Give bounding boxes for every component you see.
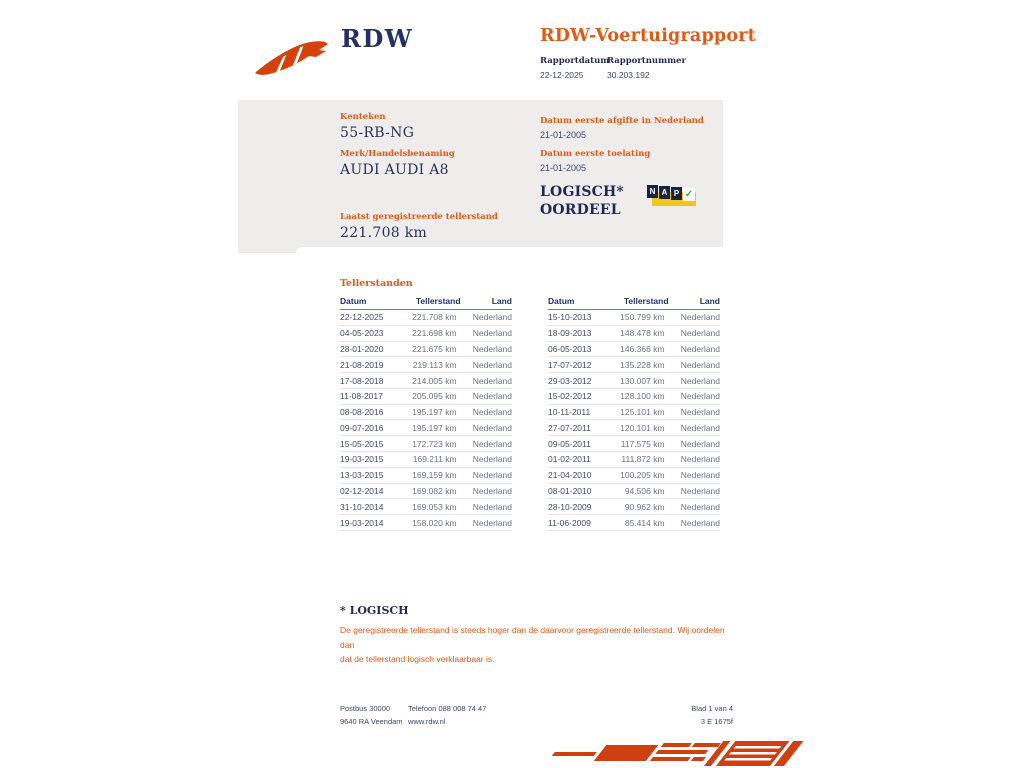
laatste-tellerstand-label: Laatst geregistreerde tellerstand — [340, 212, 498, 222]
tellerstand-cell: 169.159 km — [397, 467, 461, 483]
tellerstand-row — [340, 467, 512, 483]
tellerstand-cell: Nederland — [461, 310, 512, 326]
tellerstand-row — [548, 388, 720, 404]
tellerstand-cell: 219.113 km — [397, 357, 461, 373]
tellerstand-row — [340, 388, 512, 404]
nap-letter-a: A — [659, 186, 670, 199]
tellerstand-cell: Nederland — [669, 341, 720, 357]
kenteken-value: 55-RB-NG — [340, 125, 415, 141]
footer-doc-code: 3 E 1675f — [700, 717, 733, 726]
toelating-label: Datum eerste toelating — [540, 149, 651, 159]
vehicle-info-panel — [238, 100, 723, 253]
tellerstand-cell: Nederland — [461, 499, 512, 515]
tellerstand-row — [548, 436, 720, 452]
tellerstand-cell: Nederland — [669, 452, 720, 468]
tellerstand-row — [340, 420, 512, 436]
footer-postbus: Postbus 30000 — [340, 704, 391, 713]
tellerstand-cell: 85.414 km — [605, 515, 669, 531]
tellerstand-cell: 02-12-2014 — [340, 483, 397, 499]
tellerstand-cell: 221.675 km — [397, 341, 461, 357]
tellerstand-cell: 27-07-2011 — [548, 420, 605, 436]
tellerstand-row — [548, 499, 720, 515]
column-header-tellerstand: Tellerstand — [397, 294, 461, 310]
tellerstand-cell: 19-03-2014 — [340, 515, 397, 531]
tellerstand-cell: Nederland — [669, 357, 720, 373]
rdw-logo-text: RDW — [341, 24, 414, 53]
tellerstand-row — [340, 499, 512, 515]
tellerstand-row — [548, 420, 720, 436]
merk-field — [340, 149, 455, 178]
nap-check-icon: ✓ — [684, 189, 694, 200]
rdw-wing-icon — [253, 30, 331, 76]
tellerstand-cell: Nederland — [461, 388, 512, 404]
rapportnummer-field — [607, 56, 686, 80]
tellerstand-cell: 117.575 km — [605, 436, 669, 452]
tellerstand-cell: Nederland — [669, 420, 720, 436]
toelating-field — [540, 149, 650, 173]
tellerstand-cell: 06-05-2013 — [548, 341, 605, 357]
afgifte-label: Datum eerste afgifte in Nederland — [540, 116, 704, 126]
tellerstand-cell: 17-08-2018 — [340, 373, 397, 389]
tellerstand-cell: 195.197 km — [397, 420, 461, 436]
tellerstand-cell: Nederland — [461, 467, 512, 483]
tellerstand-cell: 135.228 km — [605, 357, 669, 373]
tellerstand-cell: 214.005 km — [397, 373, 461, 389]
afgifte-value: 21-01-2005 — [540, 130, 587, 140]
tellerstanden-table-left — [340, 294, 512, 531]
nap-letter-p: P — [671, 187, 682, 200]
laatste-tellerstand-field — [340, 212, 498, 241]
rapportdatum-label: Rapportdatum — [540, 56, 610, 66]
logisch-heading: * LOGISCH — [340, 604, 409, 617]
tellerstand-cell: 08-01-2010 — [548, 483, 605, 499]
report-title: RDW-Voertuigrapport — [540, 26, 756, 46]
tellerstand-row — [548, 310, 720, 326]
tellerstand-cell: Nederland — [669, 310, 720, 326]
tellerstand-row — [340, 325, 512, 341]
tellerstand-cell: Nederland — [669, 515, 720, 531]
column-header-land: Land — [461, 294, 512, 310]
rapportdatum-field — [540, 56, 610, 80]
tellerstand-cell: 28-10-2009 — [548, 499, 605, 515]
tellerstand-cell: Nederland — [461, 420, 512, 436]
tellerstand-cell: 195.197 km — [397, 404, 461, 420]
tellerstand-cell: Nederland — [669, 388, 720, 404]
oordeel-text — [540, 183, 624, 219]
tellerstand-cell: 169.211 km — [397, 452, 461, 468]
tellerstand-cell: Nederland — [461, 373, 512, 389]
tellerstand-cell: 158.020 km — [397, 515, 461, 531]
tellerstand-row — [340, 373, 512, 389]
tellerstand-row — [340, 310, 512, 326]
footer-city: 9640 RA Veendam — [340, 717, 403, 726]
tellerstand-cell: Nederland — [669, 373, 720, 389]
tellerstand-row — [340, 404, 512, 420]
speed-stripes-graphic — [543, 739, 813, 768]
tellerstand-cell: 04-05-2023 — [340, 325, 397, 341]
tellerstand-cell: 205.095 km — [397, 388, 461, 404]
rdw-logo — [253, 24, 413, 76]
tellerstand-cell: 172.723 km — [397, 436, 461, 452]
tellerstand-row — [548, 341, 720, 357]
tellerstand-cell: 111.872 km — [605, 452, 669, 468]
tellerstand-cell: 10-11-2011 — [548, 404, 605, 420]
tellerstand-cell: 08-08-2016 — [340, 404, 397, 420]
tellerstand-cell: 13-03-2015 — [340, 467, 397, 483]
tellerstand-row — [548, 357, 720, 373]
tellerstand-cell: 11-06-2009 — [548, 515, 605, 531]
tellerstand-cell: Nederland — [461, 483, 512, 499]
tellerstand-cell: Nederland — [669, 325, 720, 341]
tellerstand-cell: 29-03-2012 — [548, 373, 605, 389]
tellerstanden-section — [340, 278, 720, 531]
kenteken-field — [340, 112, 414, 141]
tellerstand-cell: 128.100 km — [605, 388, 669, 404]
tellerstand-cell: Nederland — [461, 452, 512, 468]
tellerstand-cell: 17-07-2012 — [548, 357, 605, 373]
kenteken-label: Kenteken — [340, 112, 386, 122]
tellerstand-cell: 28-01-2020 — [340, 341, 397, 357]
logisch-text-line2: dat de tellerstand logisch verklaarbaar is. — [340, 654, 495, 664]
nap-logo — [647, 185, 699, 209]
table-header-row — [340, 294, 512, 310]
tellerstand-row — [340, 436, 512, 452]
tellerstand-cell: 221.698 km — [397, 325, 461, 341]
tellerstand-cell: 01-02-2011 — [548, 452, 605, 468]
toelating-value: 21-01-2005 — [540, 163, 587, 173]
tellerstand-cell: Nederland — [461, 404, 512, 420]
tellerstand-cell: 90.962 km — [605, 499, 669, 515]
footer-address — [340, 702, 403, 728]
tellerstand-row — [340, 515, 512, 531]
merk-value: AUDI AUDI A8 — [340, 162, 449, 178]
footer-website: www.rdw.nl — [408, 717, 446, 726]
rapportnummer-value: 30.203.192 — [607, 70, 650, 80]
table-header-row — [548, 294, 720, 310]
tellerstand-cell: 150.799 km — [605, 310, 669, 326]
tellerstand-cell: Nederland — [669, 436, 720, 452]
logisch-text-line1: De geregistreerde tellerstand is steeds hoger dan de daarvoor geregistreerde tellerstand. Wij oordelen dan — [340, 625, 725, 650]
oordeel-line2: OORDEEL — [540, 202, 621, 218]
tellerstand-row — [548, 404, 720, 420]
footer-page-info — [438, 702, 733, 728]
tellerstand-row — [340, 357, 512, 373]
tellerstand-row — [548, 467, 720, 483]
tellerstand-cell: Nederland — [461, 436, 512, 452]
tellerstand-row — [548, 515, 720, 531]
tellerstand-row — [548, 483, 720, 499]
tellerstand-cell: Nederland — [461, 341, 512, 357]
tellerstand-cell: Nederland — [669, 499, 720, 515]
tellerstand-cell: Nederland — [461, 515, 512, 531]
tellerstand-cell: Nederland — [461, 357, 512, 373]
oordeel-line1: LOGISCH* — [540, 184, 624, 200]
tellerstand-cell: 21-04-2010 — [548, 467, 605, 483]
tellerstand-cell: 21-08-2019 — [340, 357, 397, 373]
tellerstand-row — [340, 483, 512, 499]
tellerstand-cell: Nederland — [461, 325, 512, 341]
tellerstand-cell: 15-05-2015 — [340, 436, 397, 452]
tellerstand-cell: 15-02-2012 — [548, 388, 605, 404]
footer-page-number: Blad 1 van 4 — [691, 704, 733, 713]
laatste-tellerstand-value: 221.708 km — [340, 225, 428, 241]
logisch-text — [340, 623, 740, 667]
tellerstand-cell: 100.205 km — [605, 467, 669, 483]
column-header-datum: Datum — [548, 294, 605, 310]
tellerstand-cell: Nederland — [669, 467, 720, 483]
tellerstand-cell: 11-08-2017 — [340, 388, 397, 404]
tellerstand-cell: 120.101 km — [605, 420, 669, 436]
tellerstand-cell: 09-07-2016 — [340, 420, 397, 436]
footer-phone: Telefoon 088 008 74 47 — [408, 704, 487, 713]
tellerstand-cell: 94.506 km — [605, 483, 669, 499]
afgifte-field — [540, 116, 704, 140]
tellerstand-cell: 09-05-2011 — [548, 436, 605, 452]
rapportnummer-label: Rapportnummer — [607, 56, 686, 66]
tellerstand-row — [340, 452, 512, 468]
tellerstand-cell: Nederland — [669, 404, 720, 420]
tellerstand-cell: 15-10-2013 — [548, 310, 605, 326]
tellerstand-row — [548, 452, 720, 468]
tellerstand-cell: 169.082 km — [397, 483, 461, 499]
column-header-tellerstand: Tellerstand — [605, 294, 669, 310]
tellerstand-cell: 125.101 km — [605, 404, 669, 420]
tellerstand-cell: 221.708 km — [397, 310, 461, 326]
tellerstand-cell: 31-10-2014 — [340, 499, 397, 515]
column-header-land: Land — [669, 294, 720, 310]
tellerstand-cell: 22-12-2025 — [340, 310, 397, 326]
tellerstand-row — [548, 373, 720, 389]
tellerstand-cell: 146.366 km — [605, 341, 669, 357]
tellerstand-cell: 169.053 km — [397, 499, 461, 515]
tellerstand-cell: 18-09-2013 — [548, 325, 605, 341]
tellerstanden-tables — [340, 294, 720, 531]
tellerstand-row — [548, 325, 720, 341]
merk-label: Merk/Handelsbenaming — [340, 149, 455, 159]
tellerstand-cell: 130.007 km — [605, 373, 669, 389]
report-meta — [540, 56, 708, 80]
tellerstand-cell: 148.478 km — [605, 325, 669, 341]
tellerstanden-table-right — [548, 294, 720, 531]
logisch-section — [340, 604, 740, 667]
nap-letter-n: N — [647, 185, 658, 198]
panel-notch — [296, 247, 723, 253]
column-header-datum: Datum — [340, 294, 397, 310]
rapportdatum-value: 22-12-2025 — [540, 70, 584, 80]
tellerstand-row — [340, 341, 512, 357]
tellerstanden-title: Tellerstanden — [340, 278, 413, 289]
tellerstand-cell: 19-03-2015 — [340, 452, 397, 468]
tellerstand-cell: Nederland — [669, 483, 720, 499]
